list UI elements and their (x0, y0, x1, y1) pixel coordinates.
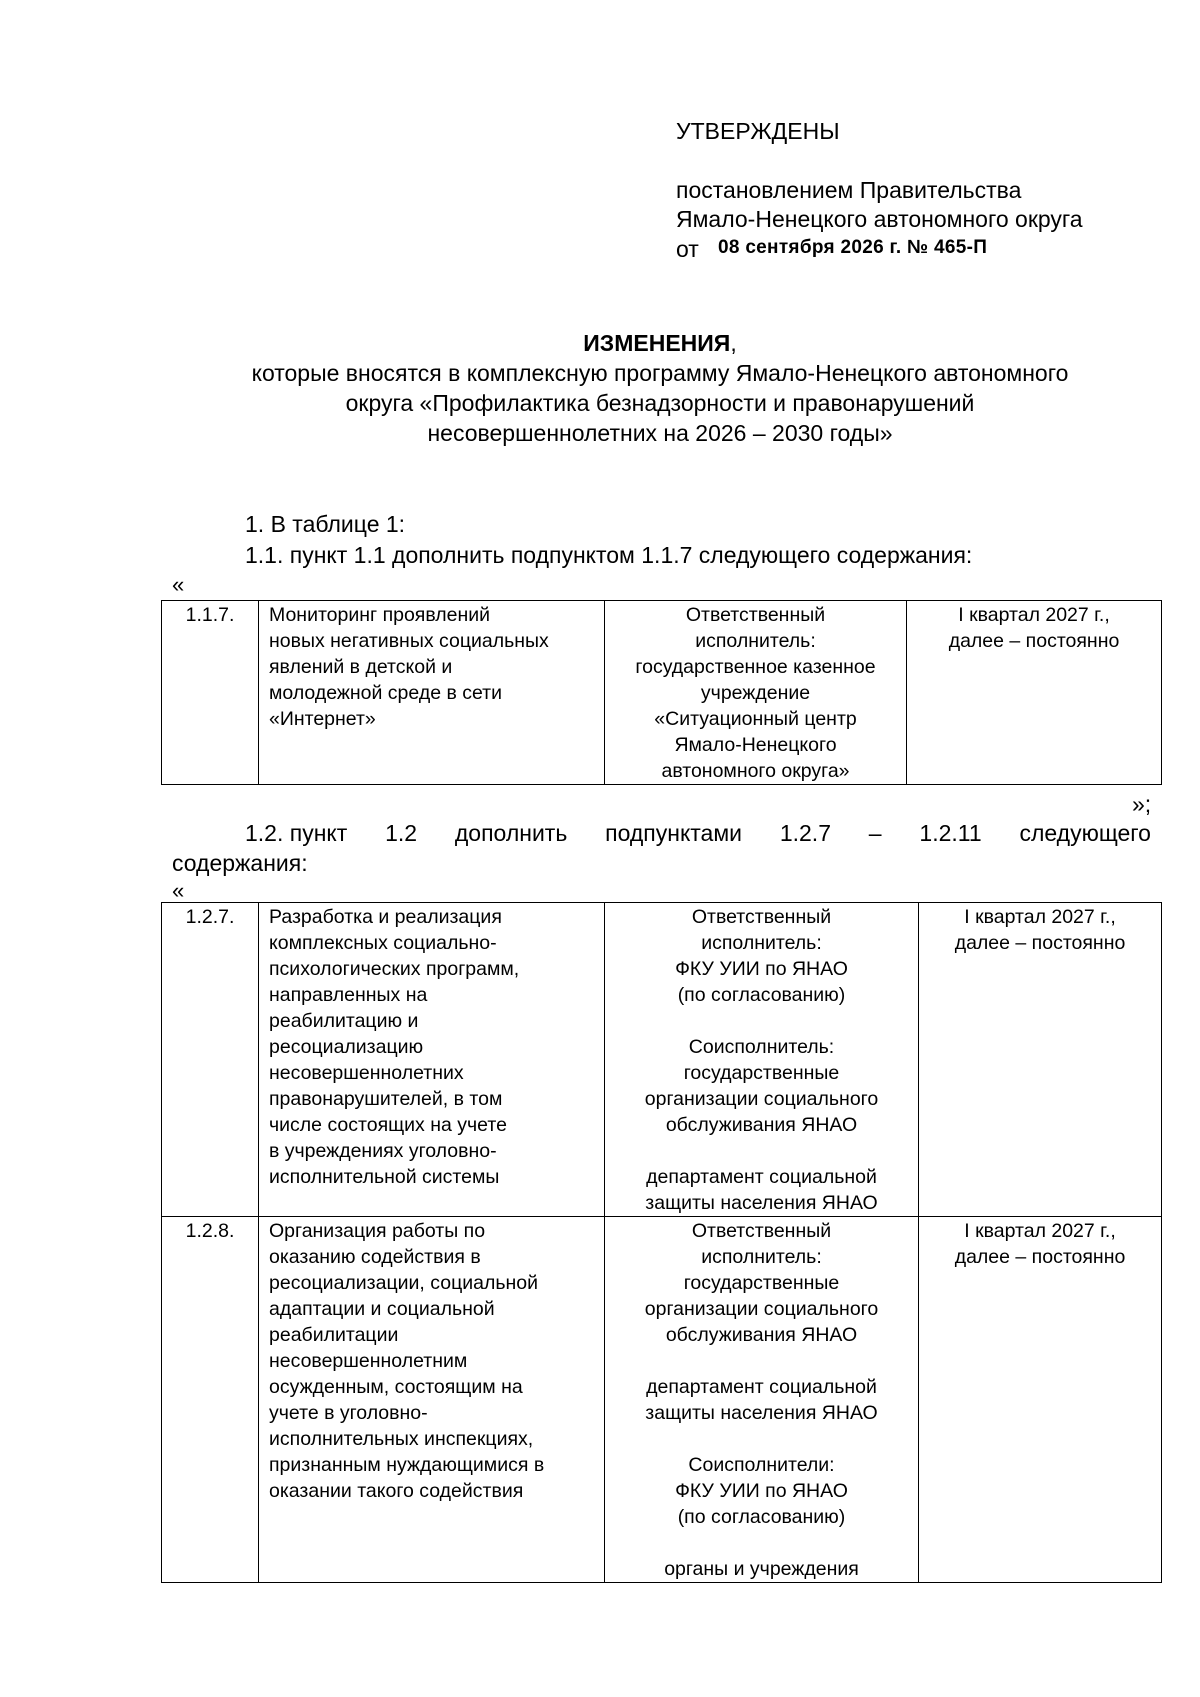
resp-line: (по согласованию) (677, 1506, 846, 1528)
resp-line: защиты населения ЯНАО (645, 1192, 878, 1214)
resp-line: исполнитель: (701, 1246, 822, 1268)
line-gap (615, 1138, 908, 1164)
resp-line: организации социального (644, 1298, 879, 1320)
p3-word: подпунктами (605, 820, 743, 846)
resp-line: Ответственный (691, 906, 832, 928)
resp-line: учреждение (700, 682, 811, 704)
desc-line: «Интернет» (269, 708, 376, 730)
table-2 (161, 902, 1162, 1583)
resp-line: исполнитель: (701, 932, 822, 954)
document-heading (150, 328, 1170, 358)
resp-line: государственные (683, 1272, 840, 1294)
desc-line: правонарушителей, в том (269, 1088, 503, 1110)
heading-line-2: округа «Профилактика безнадзорности и правонарушений (345, 390, 975, 416)
resp-line: государственное казенное (635, 656, 876, 678)
line-gap (615, 1348, 908, 1374)
row-responsible (605, 903, 919, 1217)
row-number: 1.2.8. (162, 1217, 259, 1583)
paragraph-1-2-continued: содержания: (172, 850, 308, 876)
approval-line-2: Ямало-Ненецкого автономного округа (676, 206, 1083, 232)
row-responsible (605, 601, 907, 785)
p3-word: 1.2. пункт (245, 820, 348, 846)
resp-line: ФКУ УИИ по ЯНАО (675, 958, 848, 980)
p3-word: 1.2.11 (919, 820, 982, 846)
resp-line: Соисполнитель: (688, 1036, 835, 1058)
p3-word: – (868, 820, 882, 846)
desc-line: в учреждениях уголовно- (269, 1140, 497, 1162)
line-gap (615, 1530, 908, 1556)
desc-line: психологических программ, (269, 958, 520, 980)
row-term (907, 601, 1162, 785)
resp-line: (по согласованию) (677, 984, 846, 1006)
table-1 (161, 600, 1162, 785)
resp-line: ФКУ УИИ по ЯНАО (675, 1480, 848, 1502)
desc-line: оказании такого содействия (269, 1480, 524, 1502)
paragraph-1-1: 1.1. пункт 1.1 дополнить подпунктом 1.1.7 следующего содержания: (245, 542, 973, 568)
resp-line: Ямало-Ненецкого (674, 734, 837, 756)
approval-title: УТВЕРЖДЕНЫ (676, 118, 840, 144)
approval-line-1: постановлением Правительства (676, 177, 1022, 203)
p3-word: следующего (1019, 820, 1151, 846)
desc-line: числе состоящих на учете (269, 1114, 507, 1136)
paragraph-1-2 (245, 818, 1151, 848)
desc-line: новых негативных социальных (269, 630, 549, 652)
desc-line: комплексных социально- (269, 932, 497, 954)
desc-line: учете в уголовно- (269, 1402, 428, 1424)
open-quote-2: « (172, 878, 185, 903)
desc-line: реабилитацию и (269, 1010, 419, 1032)
title-comma: , (730, 330, 737, 356)
row-description (259, 903, 605, 1217)
desc-line: исполнительной системы (269, 1166, 500, 1188)
term-line: далее – постоянно (954, 1246, 1126, 1268)
resolution-date-number: 08 сентября 2026 г. № 465-П (718, 237, 988, 258)
row-term (919, 1217, 1162, 1583)
table-row (162, 903, 1162, 1217)
resp-line: обслуживания ЯНАО (665, 1324, 858, 1346)
resp-line: Соисполнители: (688, 1454, 835, 1476)
resp-line: обслуживания ЯНАО (665, 1114, 858, 1136)
p3-word: 1.2 (385, 820, 418, 846)
desc-line: Мониторинг проявлений (269, 604, 491, 626)
resp-line: государственные (683, 1062, 840, 1084)
resp-line: организации социального (644, 1088, 879, 1110)
table-row (162, 1217, 1162, 1583)
desc-line: реабилитации (269, 1324, 399, 1346)
desc-line: молодежной среде в сети (269, 682, 503, 704)
close-quote-1: »; (1132, 791, 1152, 817)
resp-line: защиты населения ЯНАО (645, 1402, 878, 1424)
desc-line: осужденным, состоящим на (269, 1376, 523, 1398)
desc-line: Разработка и реализация (269, 906, 502, 928)
desc-line: ресоциализацию (269, 1036, 424, 1058)
heading-line-3: несовершеннолетних на 2026 – 2030 годы» (427, 420, 893, 446)
desc-line: явлений в детской и (269, 656, 453, 678)
heading-line-1: которые вносятся в комплексную программу Ямало-Ненецкого автономного (251, 360, 1069, 386)
row-number: 1.1.7. (162, 601, 259, 785)
resp-line: департамент социальной (646, 1376, 877, 1398)
row-description (259, 1217, 605, 1583)
resp-line: департамент социальной (646, 1166, 877, 1188)
row-description (259, 601, 605, 785)
desc-line: ресоциализации, социальной (269, 1272, 539, 1294)
desc-line: несовершеннолетних (269, 1062, 464, 1084)
desc-line: адаптации и социальной (269, 1298, 495, 1320)
resp-line: Ответственный (691, 1220, 832, 1242)
term-line: далее – постоянно (948, 630, 1120, 652)
table-row (162, 601, 1162, 785)
row-responsible (605, 1217, 919, 1583)
resp-line: «Ситуационный центр (654, 708, 857, 730)
approval-date-line (676, 236, 988, 263)
row-term (919, 903, 1162, 1217)
line-gap (615, 1426, 908, 1452)
p3-word: дополнить (454, 820, 568, 846)
resp-line: исполнитель: (695, 630, 816, 652)
paragraph-1: 1. В таблице 1: (245, 511, 406, 537)
term-line: далее – постоянно (954, 932, 1126, 954)
desc-line: направленных на (269, 984, 428, 1006)
line-gap (615, 1008, 908, 1034)
desc-line: Организация работы по (269, 1220, 486, 1242)
term-line: I квартал 2027 г., (964, 1220, 1116, 1242)
document-title: ИЗМЕНЕНИЯ (583, 330, 731, 356)
term-line: I квартал 2027 г., (958, 604, 1110, 626)
desc-line: исполнительных инспекциях, (269, 1428, 534, 1450)
resp-line: автономного округа» (661, 760, 850, 782)
desc-line: несовершеннолетним (269, 1350, 468, 1372)
p3-word: 1.2.7 (779, 820, 831, 846)
resp-line: Ответственный (685, 604, 826, 626)
row-number: 1.2.7. (162, 903, 259, 1217)
term-line: I квартал 2027 г., (964, 906, 1116, 928)
from-label: от (676, 236, 699, 262)
open-quote-1: « (172, 572, 185, 597)
resp-line: органы и учреждения (664, 1558, 859, 1580)
desc-line: признанным нуждающимися в (269, 1454, 545, 1476)
desc-line: оказанию содействия в (269, 1246, 481, 1268)
